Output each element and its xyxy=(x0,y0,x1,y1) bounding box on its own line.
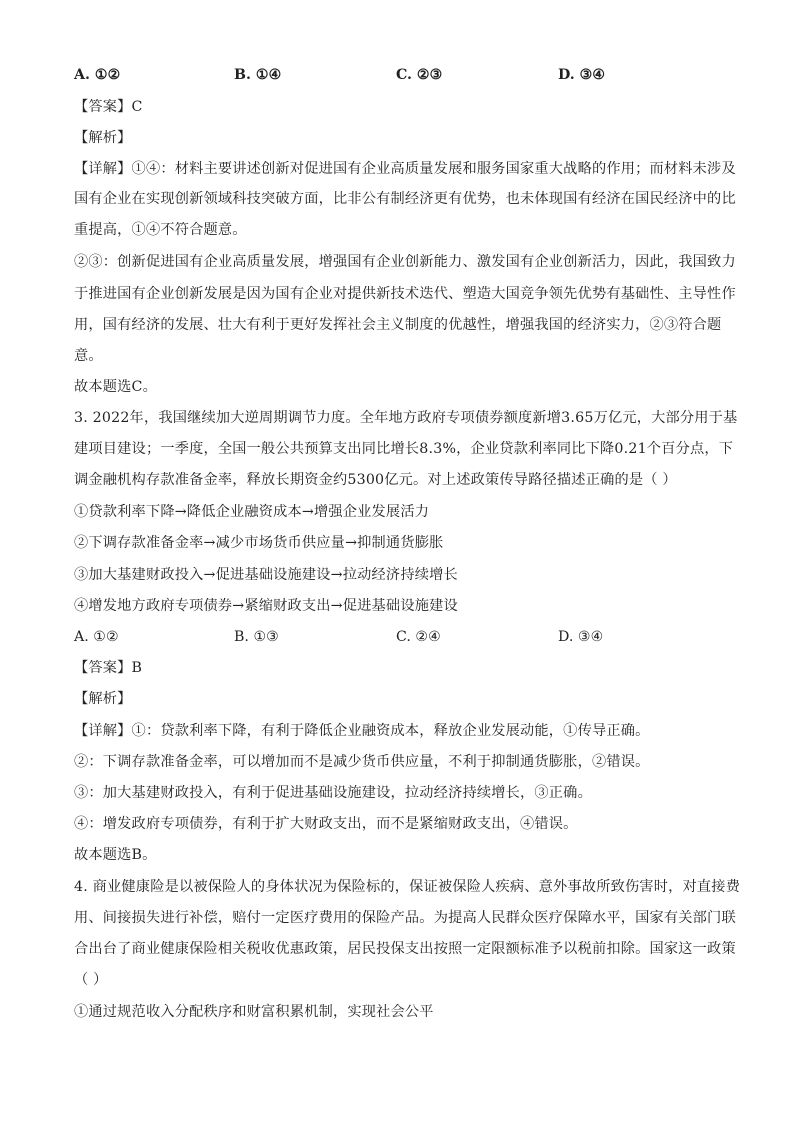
q4-statement: ①通过规范收入分配秩序和财富积累机制，实现社会公平 xyxy=(74,1004,434,1020)
q3-option-d: D. ③④ xyxy=(558,629,604,645)
q2-detail-line: 于推进国有企业创新发展是因为国有企业对提供新技术迭代、塑造大国竞争领先优势有基础性、主导性作 xyxy=(74,286,736,302)
q2-analysis-label: 【解析】 xyxy=(74,130,132,146)
q2-conclusion: 故本题选C。 xyxy=(74,379,157,395)
q3-stem-line: 调金融机构存款准备金率，释放长期资金约5300亿元。对上述政策传导路径描述正确的是（ ） xyxy=(74,472,677,488)
q3-detail-line: ②：下调存款准备金率，可以增加而不是减少货币供应量，不利于抑制通货膨胀，②错误。 xyxy=(74,754,650,770)
q3-option-c: C. ②④ xyxy=(396,629,441,645)
q3-option-b: B. ①③ xyxy=(234,629,279,645)
q4-stem-line: 合出台了商业健康保险相关税收优惠政策，居民投保支出按照一定限额标准予以税前扣除。国家这一政策 xyxy=(74,941,736,957)
q2-detail-line: 【详解】①④：材料主要讲述创新对促进国有企业高质量发展和服务国家重大战略的作用；而材料未涉及 xyxy=(74,161,736,177)
q3-statement: ①贷款利率下降→降低企业融资成本→增强企业发展活力 xyxy=(74,504,430,520)
q3-analysis-label: 【解析】 xyxy=(74,691,132,707)
q2-option-a: A. ①② xyxy=(74,67,121,83)
q2-detail-line: ②③：创新促进国有企业高质量发展，增强国有企业创新能力、激发国有企业创新活力，因此，我国致力 xyxy=(74,254,736,270)
q3-statement: ④增发地方政府专项债券→紧缩财政支出→促进基础设施建设 xyxy=(74,598,458,614)
q3-stem-line: 建项目建设；一季度，全国一般公共预算支出同比增长8.3%，企业贷款利率同比下降0.21个百分点，下 xyxy=(74,441,734,457)
q3-conclusion: 故本题选B。 xyxy=(74,847,157,863)
q4-stem-line: 用、间接损失进行补偿，赔付一定医疗费用的保险产品。为提高人民群众医疗保障水平，国家有关部门联 xyxy=(74,910,736,926)
q3-stem-line: 3. 2022年，我国继续加大逆周期调节力度。全年地方政府专项债券额度新增3.65万亿元，大部分用于基 xyxy=(74,410,738,426)
q3-option-a: A. ①② xyxy=(74,629,119,645)
q3-statement: ③加大基建财政投入→促进基础设施建设→拉动经济持续增长 xyxy=(74,567,458,583)
q3-statement: ②下调存款准备金率→减少市场货币供应量→抑制通货膨胀 xyxy=(74,535,444,551)
q3-options-row xyxy=(74,627,724,647)
q2-detail-line: 用，国有经济的发展、壮大有利于更好发挥社会主义制度的优越性，增强我国的经济实力，②③符合题 xyxy=(74,317,722,333)
q2-option-d: D. ③④ xyxy=(558,67,606,83)
q2-detail-line: 国有企业在实现创新领域科技突破方面，比非公有制经济更有优势，也未体现国有经济在国民经济中的比 xyxy=(74,191,736,207)
q3-detail-line: ③：加大基建财政投入，有利于促进基础设施建设，拉动经济持续增长，③正确。 xyxy=(74,785,592,801)
q3-detail-line: ④：增发政府专项债券，有利于扩大财政支出，而不是紧缩财政支出，④错误。 xyxy=(74,816,578,832)
q2-options-row xyxy=(74,65,724,85)
q2-detail-line: 意。 xyxy=(74,348,103,364)
q4-stem-line: 4. 商业健康险是以被保险人的身体状况为保险标的，保证被保险人疾病、意外事故所致伤害时，对直接费 xyxy=(74,879,741,895)
q2-answer: 【答案】C xyxy=(74,99,143,115)
q2-detail-line: 重提高，①④不符合题意。 xyxy=(74,222,247,238)
q2-option-b: B. ①④ xyxy=(234,67,282,83)
q3-answer: 【答案】B xyxy=(74,660,143,676)
q2-option-c: C. ②③ xyxy=(396,67,443,83)
q4-stem-line: （ ） xyxy=(74,972,108,988)
q3-detail-line: 【详解】①：贷款利率下降，有利于降低企业融资成本，释放企业发展动能，①传导正确。 xyxy=(74,723,650,739)
